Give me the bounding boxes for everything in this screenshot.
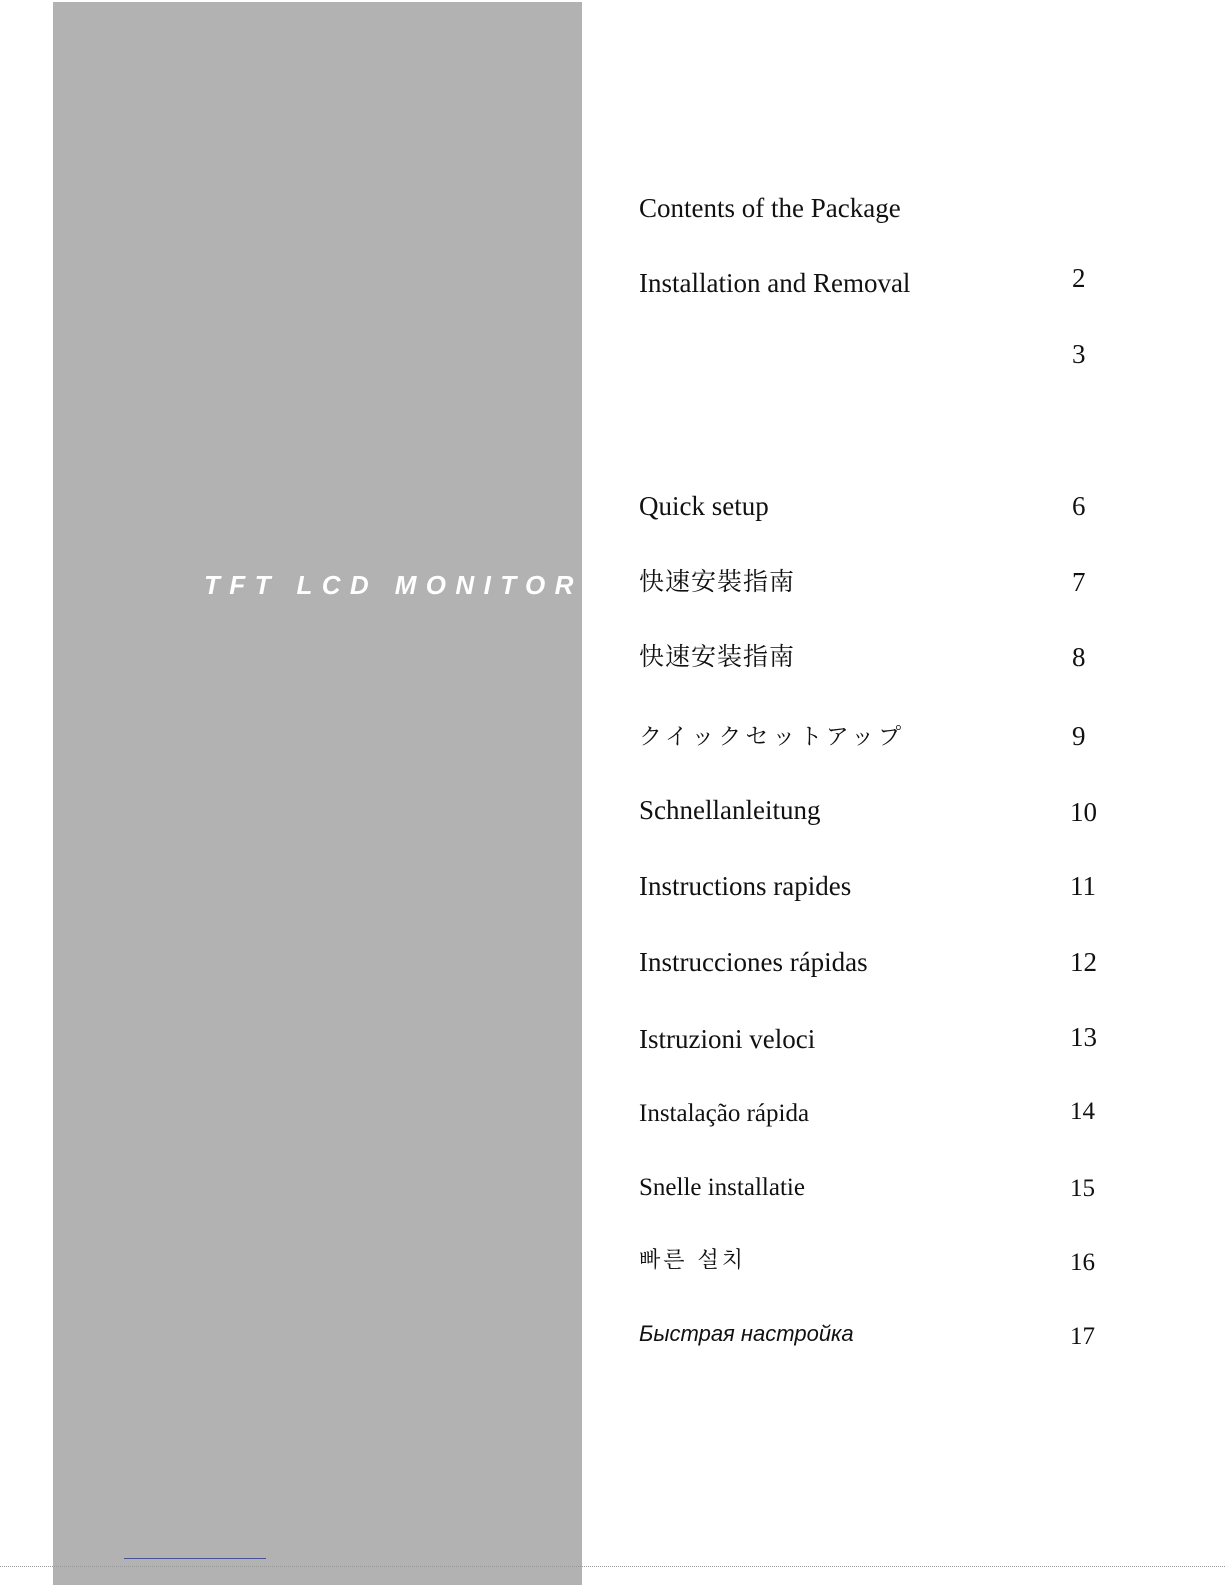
- toc-item-spanish-label: Instrucciones rápidas: [639, 947, 868, 977]
- toc-page-number: 2: [1072, 263, 1086, 293]
- toc-item-korean-label: 빠른 설치: [639, 1248, 747, 1273]
- toc-page-number: 14: [1070, 1098, 1095, 1125]
- toc-item-installation-label: Installation and Removal: [639, 268, 911, 298]
- toc-item-french-label: Instructions rapides: [639, 871, 852, 901]
- toc-page-number: 8: [1072, 642, 1086, 672]
- toc-item-contents-label: Contents of the Package: [639, 193, 901, 223]
- toc-item-quick-setup-label: Quick setup: [639, 491, 769, 521]
- toc-item-russian-label: Быстрая настройка: [639, 1321, 854, 1346]
- toc-page-number: 3: [1072, 339, 1086, 369]
- toc-page-number: 15: [1070, 1175, 1095, 1202]
- toc-page-number: 10: [1070, 797, 1097, 827]
- toc-item-simplified-chinese-label: 快速安装指南: [639, 642, 796, 671]
- toc-item-italian-label: Istruzioni veloci: [639, 1024, 816, 1054]
- bottom-border: [0, 1566, 1225, 1567]
- toc-item-traditional-chinese-label: 快速安裝指南: [639, 567, 796, 596]
- footer-rule: [124, 1558, 266, 1559]
- toc-item-japanese-label: クイックセットアップ: [639, 724, 906, 750]
- toc-page-number: 17: [1070, 1323, 1095, 1350]
- toc-item-portuguese-label: Instalação rápida: [639, 1100, 810, 1127]
- product-title: TFT LCD MONITOR: [204, 570, 583, 600]
- toc-item-dutch-label: Snelle installatie: [639, 1174, 805, 1201]
- toc-page-number: 12: [1070, 947, 1097, 977]
- toc-page-number: 6: [1072, 491, 1086, 521]
- toc-page-number: 13: [1070, 1022, 1097, 1052]
- toc-page-number: 7: [1072, 567, 1086, 597]
- side-panel: [53, 2, 582, 1585]
- toc-item-german-label: Schnellanleitung: [639, 795, 821, 825]
- toc-page-number: 9: [1072, 721, 1086, 751]
- toc-page-number: 11: [1070, 871, 1096, 901]
- toc-page-number: 16: [1070, 1249, 1095, 1276]
